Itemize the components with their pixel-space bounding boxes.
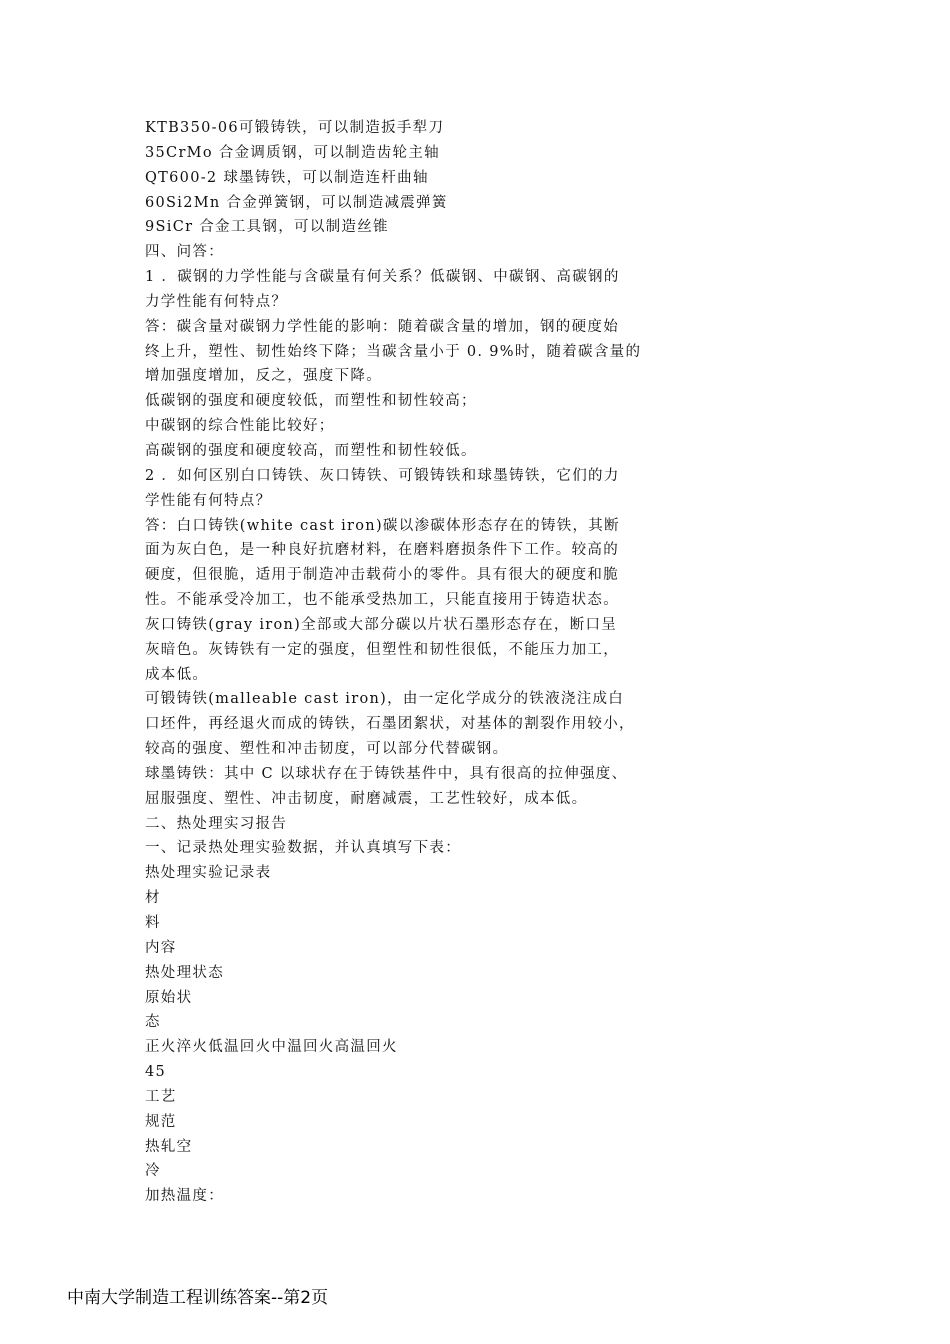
- page-footer: 中南大学制造工程训练答案--第2页: [67, 1288, 329, 1308]
- text-line: 9SiCr 合金工具钢，可以制造丝锥: [145, 219, 389, 236]
- text-line: 45: [145, 1064, 167, 1081]
- text-line: 灰口铸铁(gray iron)全部或大部分碳以片状石墨形态存在，断口呈: [145, 616, 618, 633]
- text-line: 一、记录热处理实验数据，并认真填写下表：: [145, 840, 461, 857]
- text-line: 可锻铸铁(malleable cast iron)，由一定化学成分的铁液浇注成白: [145, 691, 625, 708]
- text-line: 中碳钢的综合性能比较好；: [145, 418, 335, 435]
- document-body: [145, 116, 685, 1209]
- text-line: 性。不能承受冷加工，也不能承受热加工，只能直接用于铸造状态。: [145, 592, 619, 609]
- text-line: 力学性能有何特点？: [145, 293, 288, 310]
- text-line: 面为灰白色，是一种良好抗磨材料，在磨料磨损条件下工作。较高的: [145, 542, 619, 559]
- text-line: 较高的强度、塑性和冲击韧度，可以部分代替碳钢。: [145, 741, 509, 758]
- text-line: 答：白口铸铁(white cast iron)碳以渗碳体形态存在的铸铁，其断: [145, 517, 620, 534]
- text-line: 终上升，塑性、韧性始终下降；当碳含量小于 0. 9%时，随着碳含量的: [145, 343, 642, 360]
- text-line: 灰暗色。灰铸铁有一定的强度，但塑性和韧性很低，不能压力加工，: [145, 641, 619, 658]
- text-line: 2 ．如何区别白口铸铁、灰口铸铁、可锻铸铁和球墨铸铁，它们的力: [145, 467, 620, 484]
- text-line: 球墨铸铁：其中 C 以球状存在于铸铁基件中，具有很高的拉伸强度、: [145, 765, 628, 782]
- text-line: 二、热处理实习报告: [145, 815, 288, 832]
- text-line: 60Si2Mn 合金弹簧钢，可以制造减震弹簧: [145, 194, 448, 211]
- text-line: 屈服强度、塑性、冲击韧度，耐磨减震，工艺性较好，成本低。: [145, 790, 588, 807]
- text-line: 1 ．碳钢的力学性能与含碳量有何关系？低碳钢、中碳钢、高碳钢的: [145, 269, 620, 286]
- text-line: 高碳钢的强度和硬度较高，而塑性和韧性较低。: [145, 442, 477, 459]
- text-line: 规范: [145, 1113, 177, 1130]
- text-line: 冷: [145, 1163, 161, 1180]
- text-line: QT600-2 球墨铸铁，可以制造连杆曲轴: [145, 169, 429, 186]
- text-line: 态: [145, 1014, 161, 1031]
- text-line: 35CrMo 合金调质钢，可以制造齿轮主轴: [145, 144, 440, 161]
- text-line: 料: [145, 915, 161, 931]
- text-line: 四、问答：: [145, 244, 224, 261]
- text-line: 热处理实验记录表: [145, 865, 272, 882]
- text-line: 原始状: [145, 989, 193, 1006]
- text-line: 热处理状态: [145, 964, 224, 981]
- text-line: 正火淬火低温回火中温回火高温回火: [145, 1039, 398, 1056]
- text-line: 材: [145, 890, 161, 907]
- text-line: 加热温度：: [145, 1188, 224, 1205]
- text-line: KTB350-06可锻铸铁，可以制造扳手犁刀: [145, 120, 445, 136]
- text-line: 低碳钢的强度和硬度较低，而塑性和韧性较高；: [145, 393, 477, 410]
- text-line: 口坯件，再经退火而成的铸铁，石墨团絮状，对基体的割裂作用较小，: [145, 716, 635, 733]
- text-line: 工艺: [145, 1088, 177, 1105]
- text-line: 硬度，但很脆，适用于制造冲击载荷小的零件。具有很大的硬度和脆: [145, 567, 619, 584]
- text-line: 学性能有何特点？: [145, 492, 272, 509]
- text-line: 热轧空: [145, 1138, 193, 1155]
- text-line: 增加强度增加，反之，强度下降。: [145, 368, 382, 385]
- text-line: 答：碳含量对碳钢力学性能的影响：随着碳含量的增加，钢的硬度始: [145, 318, 619, 335]
- text-line: 内容: [145, 939, 177, 956]
- text-line: 成本低。: [145, 666, 209, 683]
